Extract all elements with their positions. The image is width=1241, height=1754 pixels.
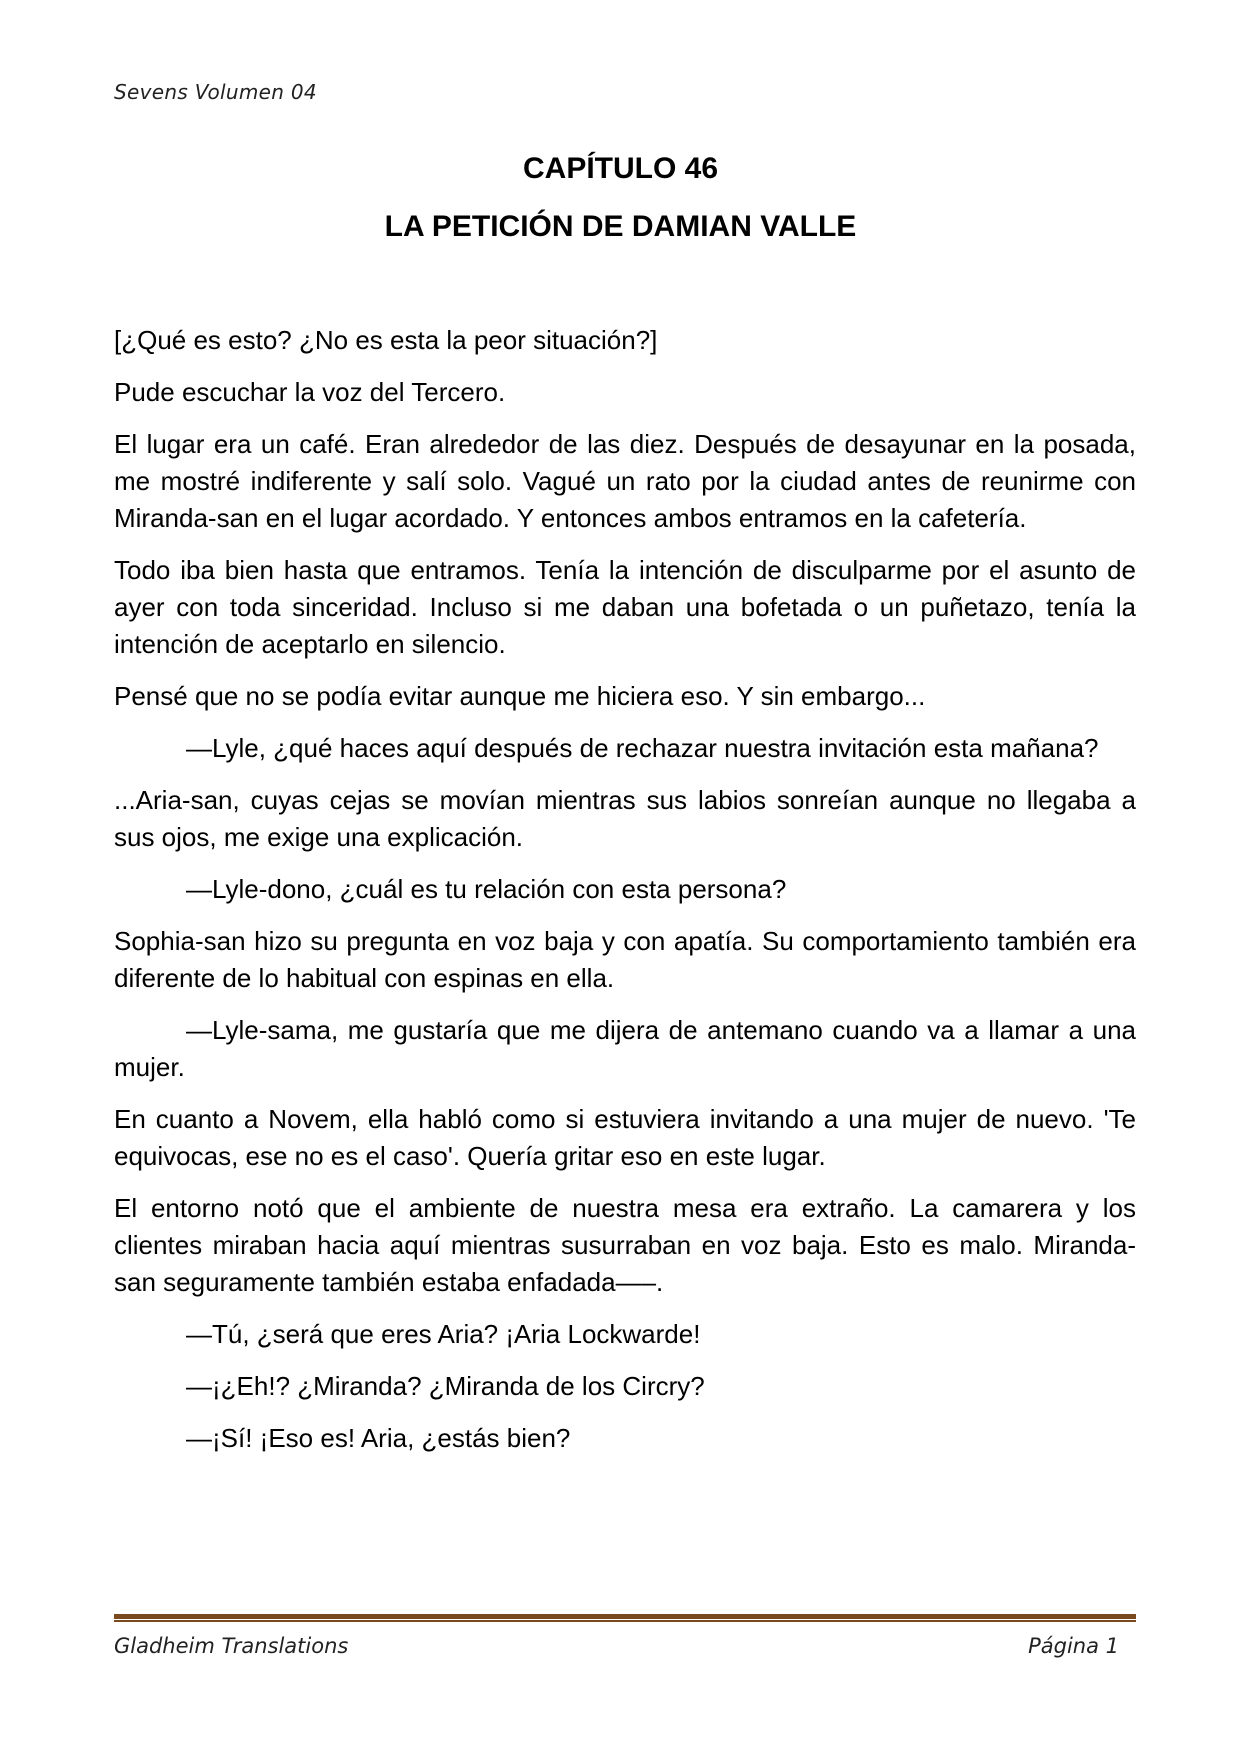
chapter-number: CAPÍTULO 46 <box>522 152 719 185</box>
paragraph: [¿Qué es esto? ¿No es esta la peor situación?] <box>114 325 658 355</box>
page-number: Página 1 <box>1028 1634 1119 1658</box>
paragraph: Todo iba bien hasta que entramos. Tenía la intención de disculparme por el asunto de ayer con toda sinceridad. Incluso si me daban una bofetada o un puñetazo, tenía la intención de aceptarlo en silencio. <box>114 555 1136 659</box>
footer-divider <box>114 1614 1136 1622</box>
dialog-line: —Lyle, ¿qué haces aquí después de rechazar nuestra invitación esta mañana? <box>186 733 1099 763</box>
body-text <box>114 322 1136 1472</box>
paragraph: Sophia-san hizo su pregunta en voz baja y con apatía. Su comportamiento también era diferente de lo habitual con espinas en ella. <box>114 926 1136 993</box>
dialog-line: —Lyle-dono, ¿cuál es tu relación con esta persona? <box>186 874 787 904</box>
dialog-line: —¡¿Eh!? ¿Miranda? ¿Miranda de los Circry? <box>186 1371 705 1401</box>
paragraph: El lugar era un café. Eran alrededor de las diez. Después de desayunar en la posada, me mostré indiferente y salí solo. Vagué un rato por la ciudad antes de reunirme con Miranda-san en el lugar acordado. Y entonces ambos entramos en la cafetería. <box>114 429 1136 533</box>
footer-publisher: Gladheim Translations <box>114 1634 349 1658</box>
paragraph: Pensé que no se podía evitar aunque me hiciera eso. Y sin embargo... <box>114 681 926 711</box>
paragraph: Pude escuchar la voz del Tercero. <box>114 377 506 407</box>
paragraph: ...Aria-san, cuyas cejas se movían mientras sus labios sonreían aunque no llegaba a sus ojos, me exige una explicación. <box>114 785 1136 852</box>
paragraph: El entorno notó que el ambiente de nuestra mesa era extraño. La camarera y los clientes miraban hacia aquí mientras susurraban en voz baja. Esto es malo. Miranda-san seguramente también estaba enfadada—–. <box>114 1193 1136 1297</box>
dialog-line: —¡Sí! ¡Eso es! Aria, ¿estás bien? <box>186 1423 571 1453</box>
dialog-line: —Lyle-sama, me gustaría que me dijera de antemano cuando va a llamar a una mujer. <box>114 1015 1136 1082</box>
dialog-line: —Tú, ¿será que eres Aria? ¡Aria Lockwarde! <box>186 1319 701 1349</box>
chapter-title: LA PETICIÓN DE DAMIAN VALLE <box>384 210 857 243</box>
paragraph: En cuanto a Novem, ella habló como si estuviera invitando a una mujer de nuevo. 'Te equivocas, ese no es el caso'. Quería gritar eso en este lugar. <box>114 1104 1136 1171</box>
running-header: Sevens Volumen 04 <box>114 80 317 104</box>
